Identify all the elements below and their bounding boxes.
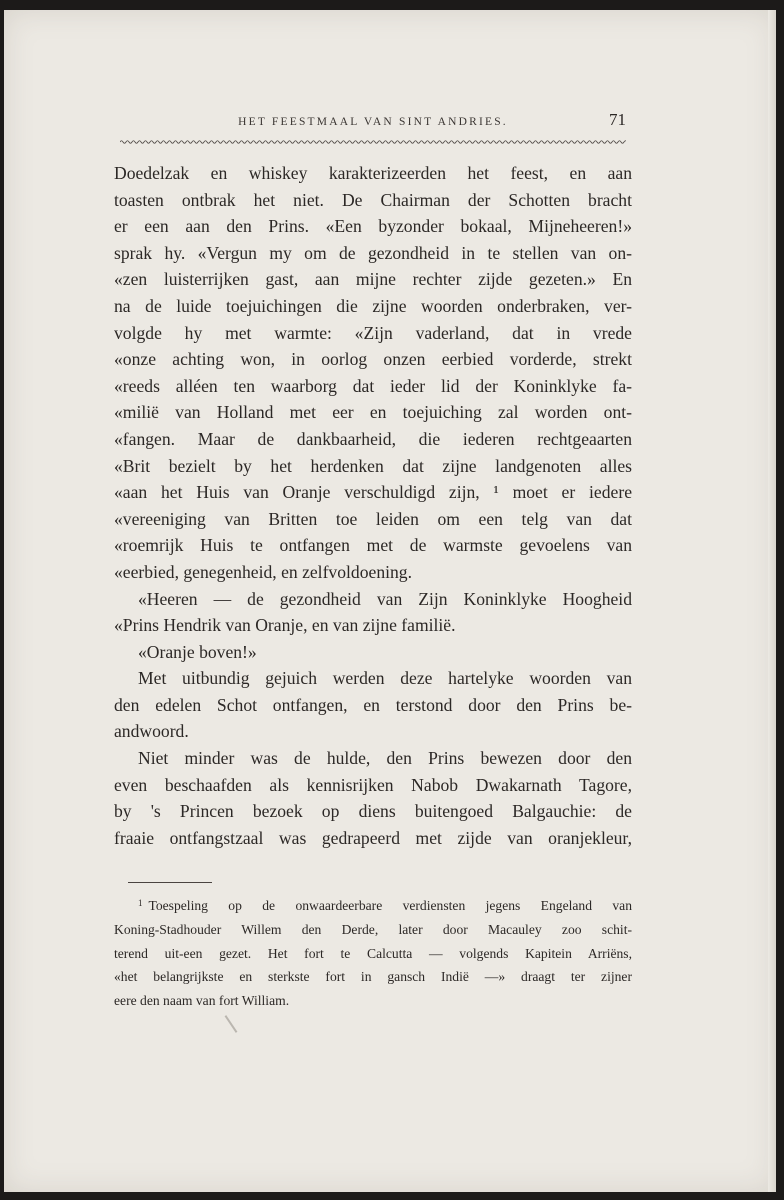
text-line: «fangen. Maar de dankbaarheid, die iederen rechtgeaarten (114, 428, 632, 449)
main-text (114, 160, 632, 851)
text-line: toasten ontbrak het niet. De Chairman der Schotten bracht (114, 189, 632, 210)
text-line: fraaie ontfangstzaal was gedrapeerd met zijde van oranjekleur, (114, 827, 632, 848)
text-line: «onze achting won, in oorlog onzen eerbied vorderde, strekt (114, 349, 632, 370)
text-line: «roemrijk Huis te ontfangen met de warmste gevoelens van (114, 535, 632, 556)
stray-pen-mark (225, 1015, 238, 1033)
footnote-divider (128, 882, 212, 883)
text-line: volgde hy met warmte: «Zijn vaderland, dat in vrede (114, 322, 632, 343)
text-line: «Oranje boven!» (138, 641, 257, 662)
text-line: andwoord. (114, 721, 189, 742)
footnote-line: terend uit-een gezet. Het fort te Calcutta — volgends Kapitein Arriëns, (114, 945, 632, 961)
text-line: «milië van Holland met eer en toejuiching zal worden ont- (114, 402, 632, 423)
page-number: 71 (609, 110, 626, 129)
text-line: «reeds alléen ten waarborg dat ieder lid der Koninklyke fa- (114, 375, 632, 396)
text-line: «vereeniging van Britten toe leiden om een telg van dat (114, 508, 632, 529)
footnote-line: «het belangrijkste en sterkste fort in gansch Indië —» draagt ter zijner (114, 969, 632, 985)
text-line: na de luide toejuichingen die zijne woorden onderbraken, ver- (114, 295, 632, 316)
text-line: Niet minder was de hulde, den Prins bewezen door den (138, 748, 632, 769)
book-page (4, 10, 776, 1192)
footnote (114, 892, 632, 1013)
running-title: HET FEESTMAAL VAN SINT ANDRIES. (238, 116, 508, 128)
footnote-text: Toespeling op de onwaardeerbare verdiensten jegens Engeland van (148, 898, 632, 913)
text-line: den edelen Schot ontfangen, en terstond door den Prins be- (114, 694, 632, 715)
text-line: «zen luisterrijken gast, aan mijne rechter zijde gezeten.» En (114, 269, 632, 290)
text-line: «Heeren — de gezondheid van Zijn Koninklyke Hoogheid (138, 588, 632, 609)
text-line: even beschaafden als kennisrijken Nabob Dwakarnath Tagore, (114, 774, 632, 795)
text-line: «Prins Hendrik van Oranje, en van zijne familië. (114, 615, 456, 636)
text-line: «eerbied, genegenheid, en zelfvoldoening. (114, 561, 412, 582)
text-line: Met uitbundig gejuich werden deze hartelyke woorden van (138, 668, 632, 689)
footnote-marker: 1 (138, 898, 143, 908)
footnote-line: eere den naam van fort William. (114, 993, 290, 1009)
running-header (120, 106, 626, 136)
page-edge-shadow (768, 10, 776, 1192)
text-line: «Brit bezielt by het herdenken dat zijne landgenoten alles (114, 455, 632, 476)
text-line: er een aan den Prins. «Een byzonder bokaal, Mijneheeren!» (114, 216, 632, 237)
text-line: «aan het Huis van Oranje verschuldigd zijn, ¹ moet er iedere (114, 482, 632, 503)
text-line: Doedelzak en whiskey karakterizeerden het feest, en aan (114, 163, 632, 183)
footnote-line: Koning-Stadhouder Willem den Derde, later door Macauley zoo schit- (114, 921, 632, 937)
text-line: sprak hy. «Vergun my om de gezondheid in te stellen van on- (114, 242, 632, 263)
text-line: by 's Princen bezoek op diens buitengoed Balgauchie: de (114, 801, 632, 822)
wavy-header-rule (120, 138, 626, 146)
footnote-line (114, 892, 632, 918)
